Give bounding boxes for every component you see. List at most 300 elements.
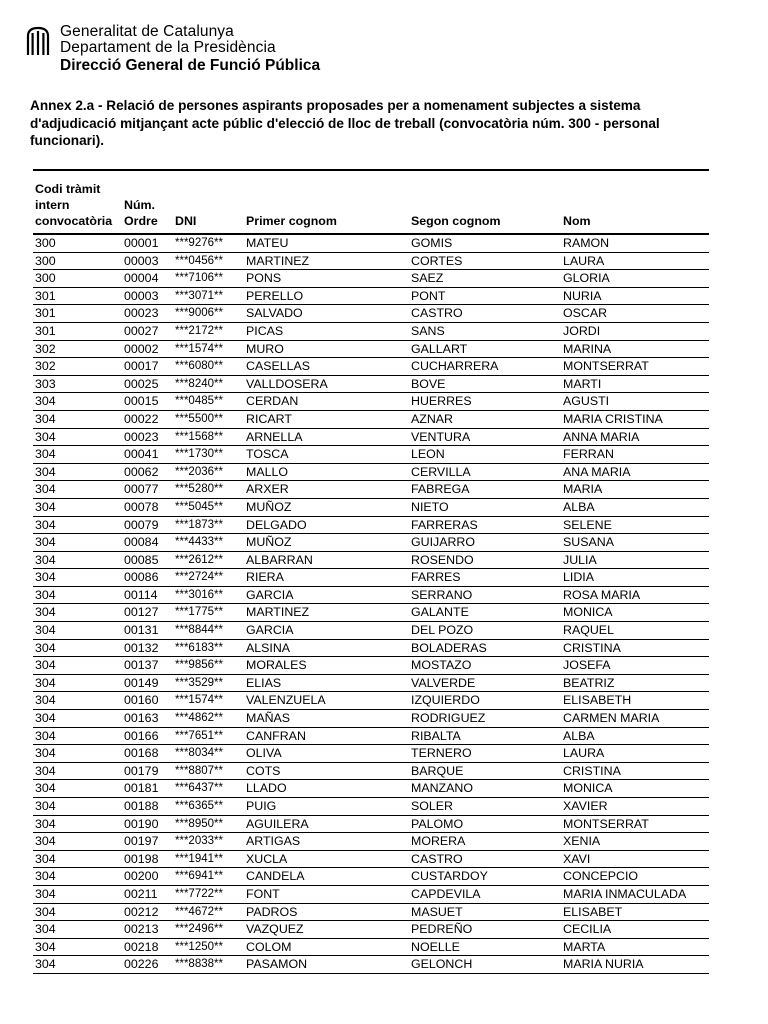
codi-cell: 304	[33, 710, 122, 728]
primer-cognom-cell: OLIVA	[244, 745, 409, 763]
codi-cell: 304	[33, 850, 122, 868]
table-row	[33, 410, 709, 428]
table-row	[33, 446, 709, 464]
segon-cognom-cell: PALOMO	[409, 815, 561, 833]
primer-cognom-cell: MUÑOZ	[244, 534, 409, 552]
primer-cognom-cell: MARTINEZ	[244, 252, 409, 270]
table-body	[33, 234, 709, 973]
nom-cell: ROSA MARIA	[561, 586, 709, 604]
codi-cell: 304	[33, 780, 122, 798]
codi-cell: 302	[33, 340, 122, 358]
segon-cognom-cell: CASTRO	[409, 850, 561, 868]
codi-cell: 304	[33, 727, 122, 745]
dni-cell: ***1574**	[173, 692, 244, 710]
table-row	[33, 692, 709, 710]
dni-cell: ***7106**	[173, 270, 244, 288]
nom-cell: MARIA NURIA	[561, 956, 709, 974]
num-ordre-cell: 00017	[122, 358, 173, 376]
org-line-1: Generalitat de Catalunya	[60, 23, 234, 40]
nom-cell: MARTA	[561, 938, 709, 956]
codi-cell: 304	[33, 938, 122, 956]
dni-cell: ***1730**	[173, 446, 244, 464]
nom-cell: XAVI	[561, 850, 709, 868]
nom-cell: CARMEN MARIA	[561, 710, 709, 728]
codi-cell: 304	[33, 622, 122, 640]
num-ordre-cell: 00212	[122, 903, 173, 921]
nom-cell: AGUSTI	[561, 393, 709, 411]
dni-cell: ***9006**	[173, 305, 244, 323]
table-row	[33, 340, 709, 358]
primer-cognom-cell: MATEU	[244, 234, 409, 252]
num-ordre-cell: 00168	[122, 745, 173, 763]
table-row	[33, 657, 709, 675]
primer-cognom-cell: ARNELLA	[244, 428, 409, 446]
segon-cognom-cell: MASUET	[409, 903, 561, 921]
header-line: Primer cognom	[246, 214, 337, 228]
num-ordre-cell: 00127	[122, 604, 173, 622]
primer-cognom-cell: MALLO	[244, 463, 409, 481]
dni-cell: ***6941**	[173, 868, 244, 886]
primer-cognom-cell: COTS	[244, 762, 409, 780]
table-row	[33, 393, 709, 411]
codi-cell: 304	[33, 868, 122, 886]
table-row	[33, 762, 709, 780]
nom-cell: LAURA	[561, 252, 709, 270]
table-row	[33, 428, 709, 446]
dni-cell: ***0456**	[173, 252, 244, 270]
table-row	[33, 639, 709, 657]
table-row	[33, 463, 709, 481]
nom-cell: ALBA	[561, 727, 709, 745]
nom-cell: XENIA	[561, 833, 709, 851]
primer-cognom-cell: FONT	[244, 885, 409, 903]
column-header-nom	[561, 171, 709, 234]
table-row	[33, 938, 709, 956]
dni-cell: ***8950**	[173, 815, 244, 833]
codi-cell: 304	[33, 498, 122, 516]
segon-cognom-cell: CASTRO	[409, 305, 561, 323]
nom-cell: MARTI	[561, 375, 709, 393]
codi-cell: 301	[33, 322, 122, 340]
segon-cognom-cell: SANS	[409, 322, 561, 340]
nom-cell: FERRAN	[561, 446, 709, 464]
table-row	[33, 903, 709, 921]
dni-cell: ***0485**	[173, 393, 244, 411]
num-ordre-cell: 00114	[122, 586, 173, 604]
table-header-row	[33, 171, 709, 234]
codi-cell: 304	[33, 516, 122, 534]
nom-cell: BEATRIZ	[561, 674, 709, 692]
dni-cell: ***6365**	[173, 798, 244, 816]
header-line: DNI	[175, 214, 197, 228]
nom-cell: CONCEPCIO	[561, 868, 709, 886]
table-row	[33, 885, 709, 903]
dni-cell: ***5500**	[173, 410, 244, 428]
num-ordre-cell: 00160	[122, 692, 173, 710]
primer-cognom-cell: PONS	[244, 270, 409, 288]
primer-cognom-cell: PICAS	[244, 322, 409, 340]
table-row	[33, 322, 709, 340]
num-ordre-cell: 00001	[122, 234, 173, 252]
primer-cognom-cell: XUCLA	[244, 850, 409, 868]
column-header-codi	[33, 171, 122, 234]
segon-cognom-cell: CUSTARDOY	[409, 868, 561, 886]
candidates-table	[33, 171, 709, 974]
segon-cognom-cell: MORERA	[409, 833, 561, 851]
dni-cell: ***8240**	[173, 375, 244, 393]
table-row	[33, 481, 709, 499]
table-row	[33, 604, 709, 622]
column-header-segon-cognom	[409, 171, 561, 234]
dni-cell: ***3529**	[173, 674, 244, 692]
nom-cell: JORDI	[561, 322, 709, 340]
num-ordre-cell: 00190	[122, 815, 173, 833]
primer-cognom-cell: PADROS	[244, 903, 409, 921]
dni-cell: ***2033**	[173, 833, 244, 851]
primer-cognom-cell: RICART	[244, 410, 409, 428]
dni-cell: ***2724**	[173, 569, 244, 587]
num-ordre-cell: 00004	[122, 270, 173, 288]
organization-name	[60, 24, 320, 75]
table-row	[33, 710, 709, 728]
num-ordre-cell: 00211	[122, 885, 173, 903]
dni-cell: ***3016**	[173, 586, 244, 604]
segon-cognom-cell: CERVILLA	[409, 463, 561, 481]
document-title: Annex 2.a - Relació de persones aspirants proposades per a nomenament subjectes a sistema d'adjudicació mitjançant acte públic d'elecció de lloc de treball (convocatòria núm. 300 - personal funcionari).	[30, 98, 660, 148]
table-row	[33, 780, 709, 798]
num-ordre-cell: 00003	[122, 287, 173, 305]
dni-cell: ***7722**	[173, 885, 244, 903]
table-row	[33, 956, 709, 974]
primer-cognom-cell: ALSINA	[244, 639, 409, 657]
segon-cognom-cell: CORTES	[409, 252, 561, 270]
nom-cell: JOSEFA	[561, 657, 709, 675]
nom-cell: ANNA MARIA	[561, 428, 709, 446]
codi-cell: 304	[33, 885, 122, 903]
segon-cognom-cell: DEL POZO	[409, 622, 561, 640]
dni-cell: ***2612**	[173, 551, 244, 569]
primer-cognom-cell: PASAMON	[244, 956, 409, 974]
num-ordre-cell: 00131	[122, 622, 173, 640]
primer-cognom-cell: PUIG	[244, 798, 409, 816]
segon-cognom-cell: GALLART	[409, 340, 561, 358]
codi-cell: 304	[33, 428, 122, 446]
nom-cell: MONTSERRAT	[561, 815, 709, 833]
primer-cognom-cell: MUÑOZ	[244, 498, 409, 516]
dni-cell: ***8844**	[173, 622, 244, 640]
segon-cognom-cell: FABREGA	[409, 481, 561, 499]
nom-cell: RAMON	[561, 234, 709, 252]
table-row	[33, 305, 709, 323]
num-ordre-cell: 00041	[122, 446, 173, 464]
dni-cell: ***2496**	[173, 921, 244, 939]
segon-cognom-cell: IZQUIERDO	[409, 692, 561, 710]
num-ordre-cell: 00078	[122, 498, 173, 516]
table-row	[33, 815, 709, 833]
dni-cell: ***4672**	[173, 903, 244, 921]
dni-cell: ***1873**	[173, 516, 244, 534]
primer-cognom-cell: SALVADO	[244, 305, 409, 323]
segon-cognom-cell: SERRANO	[409, 586, 561, 604]
codi-cell: 304	[33, 551, 122, 569]
table-row	[33, 375, 709, 393]
dni-cell: ***6080**	[173, 358, 244, 376]
nom-cell: LAURA	[561, 745, 709, 763]
nom-cell: MONICA	[561, 604, 709, 622]
num-ordre-cell: 00077	[122, 481, 173, 499]
num-ordre-cell: 00015	[122, 393, 173, 411]
dni-cell: ***6437**	[173, 780, 244, 798]
codi-cell: 304	[33, 657, 122, 675]
segon-cognom-cell: ROSENDO	[409, 551, 561, 569]
org-line-2: Departament de la Presidència	[60, 39, 276, 56]
segon-cognom-cell: HUERRES	[409, 393, 561, 411]
segon-cognom-cell: AZNAR	[409, 410, 561, 428]
segon-cognom-cell: MANZANO	[409, 780, 561, 798]
num-ordre-cell: 00025	[122, 375, 173, 393]
num-ordre-cell: 00003	[122, 252, 173, 270]
primer-cognom-cell: AGUILERA	[244, 815, 409, 833]
nom-cell: ALBA	[561, 498, 709, 516]
table-row	[33, 287, 709, 305]
table-row	[33, 516, 709, 534]
segon-cognom-cell: LEON	[409, 446, 561, 464]
primer-cognom-cell: VAZQUEZ	[244, 921, 409, 939]
segon-cognom-cell: SOLER	[409, 798, 561, 816]
table-row	[33, 674, 709, 692]
num-ordre-cell: 00079	[122, 516, 173, 534]
primer-cognom-cell: COLOM	[244, 938, 409, 956]
segon-cognom-cell: NOELLE	[409, 938, 561, 956]
nom-cell: RAQUEL	[561, 622, 709, 640]
num-ordre-cell: 00085	[122, 551, 173, 569]
dni-cell: ***5280**	[173, 481, 244, 499]
dni-cell: ***9856**	[173, 657, 244, 675]
num-ordre-cell: 00022	[122, 410, 173, 428]
table-row	[33, 551, 709, 569]
table-row	[33, 358, 709, 376]
nom-cell: MARINA	[561, 340, 709, 358]
primer-cognom-cell: ELIAS	[244, 674, 409, 692]
nom-cell: CECILIA	[561, 921, 709, 939]
codi-cell: 300	[33, 252, 122, 270]
nom-cell: GLORIA	[561, 270, 709, 288]
table-row	[33, 234, 709, 252]
segon-cognom-cell: MOSTAZO	[409, 657, 561, 675]
table-row	[33, 498, 709, 516]
column-header-primer-cognom	[244, 171, 409, 234]
table-row	[33, 798, 709, 816]
primer-cognom-cell: GARCIA	[244, 586, 409, 604]
table-row	[33, 868, 709, 886]
nom-cell: CRISTINA	[561, 639, 709, 657]
dni-cell: ***1568**	[173, 428, 244, 446]
codi-cell: 304	[33, 534, 122, 552]
codi-cell: 304	[33, 446, 122, 464]
primer-cognom-cell: DELGADO	[244, 516, 409, 534]
nom-cell: SELENE	[561, 516, 709, 534]
header-line: Ordre	[124, 214, 158, 228]
segon-cognom-cell: BOLADERAS	[409, 639, 561, 657]
table-row	[33, 252, 709, 270]
primer-cognom-cell: PERELLO	[244, 287, 409, 305]
dni-cell: ***4433**	[173, 534, 244, 552]
codi-cell: 301	[33, 287, 122, 305]
nom-cell: ELISABET	[561, 903, 709, 921]
num-ordre-cell: 00086	[122, 569, 173, 587]
dni-cell: ***5045**	[173, 498, 244, 516]
primer-cognom-cell: ARTIGAS	[244, 833, 409, 851]
nom-cell: MONTSERRAT	[561, 358, 709, 376]
segon-cognom-cell: FARRERAS	[409, 516, 561, 534]
header-line: convocatòria	[35, 214, 113, 228]
num-ordre-cell: 00179	[122, 762, 173, 780]
primer-cognom-cell: CASELLAS	[244, 358, 409, 376]
primer-cognom-cell: CANFRAN	[244, 727, 409, 745]
table-row	[33, 270, 709, 288]
dni-cell: ***8807**	[173, 762, 244, 780]
nom-cell: MARIA	[561, 481, 709, 499]
segon-cognom-cell: RODRIGUEZ	[409, 710, 561, 728]
segon-cognom-cell: SAEZ	[409, 270, 561, 288]
dni-cell: ***9276**	[173, 234, 244, 252]
table-row	[33, 850, 709, 868]
num-ordre-cell: 00023	[122, 428, 173, 446]
num-ordre-cell: 00197	[122, 833, 173, 851]
codi-cell: 304	[33, 956, 122, 974]
codi-cell: 303	[33, 375, 122, 393]
codi-cell: 301	[33, 305, 122, 323]
nom-cell: CRISTINA	[561, 762, 709, 780]
codi-cell: 304	[33, 798, 122, 816]
header-line: Segon cognom	[411, 214, 501, 228]
nom-cell: OSCAR	[561, 305, 709, 323]
codi-cell: 304	[33, 692, 122, 710]
table-row	[33, 586, 709, 604]
dni-cell: ***2036**	[173, 463, 244, 481]
dni-cell: ***8034**	[173, 745, 244, 763]
dni-cell: ***1775**	[173, 604, 244, 622]
segon-cognom-cell: PEDREÑO	[409, 921, 561, 939]
header-line: Codi tràmit	[35, 182, 101, 196]
codi-cell: 304	[33, 921, 122, 939]
org-line-3: Direcció General de Funció Pública	[60, 57, 321, 74]
candidates-table-container	[33, 169, 709, 974]
table-row	[33, 745, 709, 763]
num-ordre-cell: 00163	[122, 710, 173, 728]
table-row	[33, 921, 709, 939]
num-ordre-cell: 00188	[122, 798, 173, 816]
table-row	[33, 833, 709, 851]
segon-cognom-cell: TERNERO	[409, 745, 561, 763]
primer-cognom-cell: LLADO	[244, 780, 409, 798]
primer-cognom-cell: CANDELA	[244, 868, 409, 886]
codi-cell: 304	[33, 674, 122, 692]
nom-cell: NURIA	[561, 287, 709, 305]
codi-cell: 304	[33, 393, 122, 411]
column-header-dni	[173, 171, 244, 234]
nom-cell: SUSANA	[561, 534, 709, 552]
primer-cognom-cell: TOSCA	[244, 446, 409, 464]
primer-cognom-cell: CERDAN	[244, 393, 409, 411]
primer-cognom-cell: MURO	[244, 340, 409, 358]
num-ordre-cell: 00166	[122, 727, 173, 745]
codi-cell: 304	[33, 639, 122, 657]
dni-cell: ***4862**	[173, 710, 244, 728]
segon-cognom-cell: VENTURA	[409, 428, 561, 446]
dni-cell: ***2172**	[173, 322, 244, 340]
segon-cognom-cell: NIETO	[409, 498, 561, 516]
column-header-num-ordre	[122, 171, 173, 234]
codi-cell: 304	[33, 903, 122, 921]
codi-cell: 304	[33, 762, 122, 780]
num-ordre-cell: 00218	[122, 938, 173, 956]
num-ordre-cell: 00181	[122, 780, 173, 798]
num-ordre-cell: 00084	[122, 534, 173, 552]
dni-cell: ***8838**	[173, 956, 244, 974]
codi-cell: 304	[33, 463, 122, 481]
codi-cell: 304	[33, 586, 122, 604]
primer-cognom-cell: VALLDOSERA	[244, 375, 409, 393]
nom-cell: JULIA	[561, 551, 709, 569]
table-row	[33, 569, 709, 587]
primer-cognom-cell: MORALES	[244, 657, 409, 675]
dni-cell: ***3071**	[173, 287, 244, 305]
num-ordre-cell: 00226	[122, 956, 173, 974]
num-ordre-cell: 00149	[122, 674, 173, 692]
header-line: Nom	[563, 214, 591, 228]
codi-cell: 302	[33, 358, 122, 376]
nom-cell: ELISABETH	[561, 692, 709, 710]
segon-cognom-cell: GALANTE	[409, 604, 561, 622]
codi-cell: 304	[33, 815, 122, 833]
table-row	[33, 622, 709, 640]
primer-cognom-cell: ARXER	[244, 481, 409, 499]
table-row	[33, 727, 709, 745]
primer-cognom-cell: MARTINEZ	[244, 604, 409, 622]
num-ordre-cell: 00027	[122, 322, 173, 340]
codi-cell: 304	[33, 481, 122, 499]
segon-cognom-cell: BARQUE	[409, 762, 561, 780]
codi-cell: 304	[33, 604, 122, 622]
codi-cell: 304	[33, 745, 122, 763]
nom-cell: MARIA CRISTINA	[561, 410, 709, 428]
segon-cognom-cell: VALVERDE	[409, 674, 561, 692]
segon-cognom-cell: CAPDEVILA	[409, 885, 561, 903]
primer-cognom-cell: VALENZUELA	[244, 692, 409, 710]
nom-cell: LIDIA	[561, 569, 709, 587]
nom-cell: XAVIER	[561, 798, 709, 816]
num-ordre-cell: 00137	[122, 657, 173, 675]
primer-cognom-cell: MAÑAS	[244, 710, 409, 728]
header-line: intern	[35, 198, 70, 212]
segon-cognom-cell: CUCHARRERA	[409, 358, 561, 376]
dni-cell: ***1250**	[173, 938, 244, 956]
primer-cognom-cell: RIERA	[244, 569, 409, 587]
num-ordre-cell: 00200	[122, 868, 173, 886]
num-ordre-cell: 00023	[122, 305, 173, 323]
num-ordre-cell: 00062	[122, 463, 173, 481]
codi-cell: 300	[33, 270, 122, 288]
dni-cell: ***1941**	[173, 850, 244, 868]
table-row	[33, 534, 709, 552]
segon-cognom-cell: PONT	[409, 287, 561, 305]
generalitat-logo-icon	[25, 26, 51, 56]
primer-cognom-cell: ALBARRAN	[244, 551, 409, 569]
codi-cell: 304	[33, 833, 122, 851]
codi-cell: 304	[33, 410, 122, 428]
segon-cognom-cell: GELONCH	[409, 956, 561, 974]
